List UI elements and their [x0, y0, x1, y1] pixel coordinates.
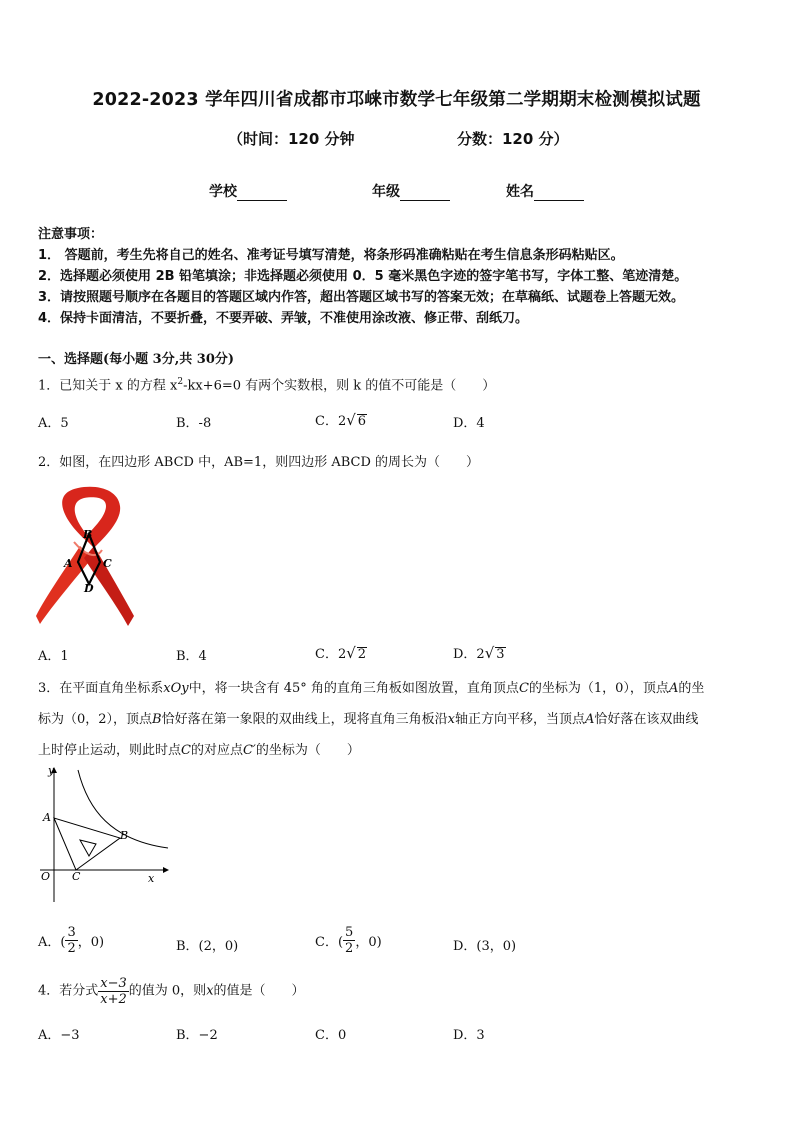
numerator: x−3 [100, 976, 127, 991]
q1-option-c-coef: C．2 [315, 414, 347, 429]
question-1 [38, 372, 495, 396]
question-3-line-3 [38, 741, 360, 761]
q4-fraction [98, 976, 129, 1007]
school-field [209, 181, 287, 201]
q3-var: B [152, 712, 162, 727]
school-label: 学校 [209, 184, 237, 200]
label-d: D [84, 582, 94, 595]
q3-option-a [38, 925, 104, 956]
q3-option-b: B．(2，0) [176, 939, 239, 954]
q3-text: 的坐标为（ ） [255, 743, 360, 758]
grade-label: 年级 [372, 184, 400, 200]
name-field [506, 181, 584, 201]
question-3-line-2 [38, 710, 698, 730]
grade-field [372, 181, 450, 201]
question-4 [38, 976, 305, 1007]
q3-option-c [315, 925, 382, 956]
page-title: 2022-2023 学年四川省成都市邛崃市数学七年级第二学期期末检测模拟试题 [92, 90, 701, 110]
name-label: 姓名 [506, 184, 534, 200]
q4-option-a: A．−3 [38, 1028, 80, 1043]
q1-text-b: -kx+6=0 有两个实数根，则 k 的值不可能是（ ） [183, 378, 496, 394]
denominator: 2 [345, 941, 354, 956]
section-heading: 一、选择题(每小题 3分,共 30分) [38, 352, 235, 367]
q2-option-c [315, 643, 367, 662]
label-a: A [64, 557, 73, 570]
q1-option-c [315, 410, 367, 429]
label-c: C [72, 870, 81, 883]
q1-option-b: B．-8 [176, 416, 212, 431]
q3-var: C [181, 743, 191, 758]
time-label: （时间：120 分钟 [228, 130, 355, 148]
q4-text: 的值为 0，则 [128, 983, 207, 999]
q3-text: 的对应点 [190, 743, 243, 758]
q3-text: 的坐标为（1，0），顶点 [528, 681, 669, 696]
q1-option-c-radicand: 6 [357, 414, 367, 429]
note-item: 3．请按照题号顺序在各题目的答题区域内作答，超出答题区域书写的答案无效；在草稿纸、试题卷上答题无效。 [38, 290, 685, 305]
notes-heading: 注意事项： [38, 227, 104, 242]
q3-var: xOy [163, 681, 189, 696]
score-label: 分数：120 分） [457, 130, 569, 148]
denominator: 2 [67, 941, 76, 956]
label-a: A [43, 811, 51, 824]
q3-var: x [447, 712, 455, 727]
q4-option-c: C．0 [315, 1028, 347, 1043]
q3-option-c-pre: C．( [315, 935, 344, 950]
label-b: B [83, 528, 93, 541]
numerator: 5 [345, 925, 354, 940]
q3-text: 的坐 [678, 681, 705, 696]
sqrt-symbol: √ [346, 644, 356, 662]
question-2: 2．如图，在四边形 ABCD 中，AB=1，则四边形 ABCD 的周长为（ ） [38, 455, 480, 470]
q3-text: 标为（0，2），顶点 [38, 712, 153, 727]
notes-block [38, 224, 687, 329]
label-y: y [48, 764, 55, 777]
q2-option-c-radicand: 2 [357, 647, 367, 662]
note-item: 2．选择题必须使用 2B 铅笔填涂；非选择题必须使用 0．5 毫米黑色字迹的签字笔书写，字体工整、笔迹清楚。 [38, 269, 688, 284]
q3-option-c-fraction [343, 925, 355, 956]
question-3-line-1 [38, 679, 704, 699]
q3-var: C′ [242, 743, 256, 758]
q3-text: 3．在平面直角坐标系 [38, 681, 164, 696]
q3-text: 轴正方向平移，当顶点 [454, 712, 585, 727]
name-blank [534, 186, 584, 201]
q2-option-d [453, 643, 506, 662]
q2-option-d-radicand: 3 [496, 647, 505, 662]
q3-text: 上时停止运动，则此时点 [38, 743, 182, 758]
note-item: 1． 答题前，考生先将自己的姓名、准考证号填写清楚，将条形码准确粘贴在考生信息条形码粘贴区。 [38, 248, 624, 263]
label-o: O [41, 870, 51, 883]
note-item: 4．保持卡面清洁，不要折叠，不要弄破、弄皱，不准使用涂改液、修正带、刮纸刀。 [38, 311, 529, 326]
q3-coordinate-figure [36, 760, 176, 910]
q1-text-a: 1．已知关于 x 的方程 x [38, 378, 178, 394]
sqrt-symbol: √ [346, 411, 356, 429]
q1-superscript: 2 [177, 377, 184, 387]
q1-option-a: A．5 [38, 416, 69, 431]
denominator: x+2 [100, 992, 127, 1007]
q4-text: 4．若分式 [38, 983, 99, 999]
q3-text: 恰好落在第一象限的双曲线上，现将直角三角板沿 [161, 712, 448, 727]
q1-option-d: D．4 [453, 416, 485, 431]
q4-var: x [206, 983, 214, 999]
q3-var: A [668, 681, 679, 696]
q3-var: C [518, 681, 529, 696]
triangle-inner [80, 840, 96, 856]
q3-text: 恰好落在该双曲线 [594, 712, 699, 727]
numerator: 3 [67, 925, 76, 940]
q4-option-b: B．−2 [176, 1028, 218, 1043]
q4-text: 的值是（ ） [213, 983, 305, 999]
q3-text: 中，将一块含有 45° 角的直角三角板如图放置，直角顶点 [188, 681, 519, 696]
q2-option-a: A．1 [38, 649, 69, 664]
label-c: C [103, 557, 112, 570]
label-b: B [120, 829, 129, 842]
q3-var: A [584, 712, 595, 727]
label-x: x [148, 872, 155, 885]
q3-option-a-fraction [65, 925, 77, 956]
q3-option-d: D．(3，0) [453, 939, 517, 954]
sqrt-symbol: √ [484, 644, 495, 662]
q3-option-c-post: ，0) [355, 935, 382, 950]
q4-option-d: D．3 [453, 1028, 485, 1043]
grade-blank [400, 186, 450, 201]
q2-option-c-coef: C．2 [315, 647, 347, 662]
q2-ribbon-figure [36, 484, 136, 629]
school-blank [237, 186, 287, 201]
q3-option-a-post: ，0) [77, 935, 105, 950]
q2-option-d-coef: D．2 [453, 647, 485, 662]
q2-option-b: B．4 [176, 649, 207, 664]
q3-option-a-pre: A．( [38, 935, 66, 950]
